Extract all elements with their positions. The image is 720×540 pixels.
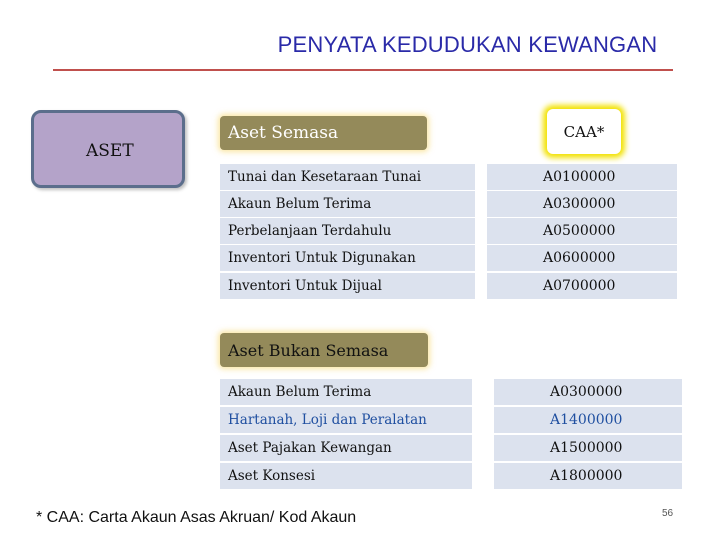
noncurrent-row-code: A1500000 — [494, 435, 682, 461]
current-row-code: A0300000 — [487, 191, 677, 217]
current-row-code: A0100000 — [487, 164, 677, 190]
title-underline — [53, 69, 673, 71]
noncurrent-row-code: A1800000 — [494, 463, 682, 489]
noncurrent-row-label: Akaun Belum Terima — [220, 379, 472, 405]
current-row-label: Inventori Untuk Digunakan — [220, 245, 475, 271]
current-row-code: A0700000 — [487, 273, 677, 299]
aset-label: ASET — [86, 141, 134, 161]
current-row-label: Tunai dan Kesetaraan Tunai — [220, 164, 475, 190]
footnote: * CAA: Carta Akaun Asas Akruan/ Kod Akaun — [36, 509, 357, 526]
current-row-label: Akaun Belum Terima — [220, 191, 475, 217]
noncurrent-row-label: Hartanah, Loji dan Peralatan — [220, 407, 472, 433]
current-row-code: A0500000 — [487, 218, 677, 244]
noncurrent-row-label: Aset Konsesi — [220, 463, 472, 489]
current-row-label: Perbelanjaan Terdahulu — [220, 218, 475, 244]
current-row-label: Inventori Untuk Dijual — [220, 273, 475, 299]
noncurrent-assets-header: Aset Bukan Semasa — [220, 333, 428, 367]
current-assets-header: Aset Semasa — [220, 116, 427, 150]
page-title: PENYATA KEDUDUKAN KEWANGAN — [277, 32, 658, 57]
noncurrent-row-label: Aset Pajakan Kewangan — [220, 435, 472, 461]
noncurrent-row-code: A1400000 — [494, 407, 682, 433]
page-number: 56 — [662, 508, 674, 519]
current-row-code: A0600000 — [487, 245, 677, 271]
caa-label-box: CAA* — [547, 109, 621, 154]
noncurrent-row-code: A0300000 — [494, 379, 682, 405]
